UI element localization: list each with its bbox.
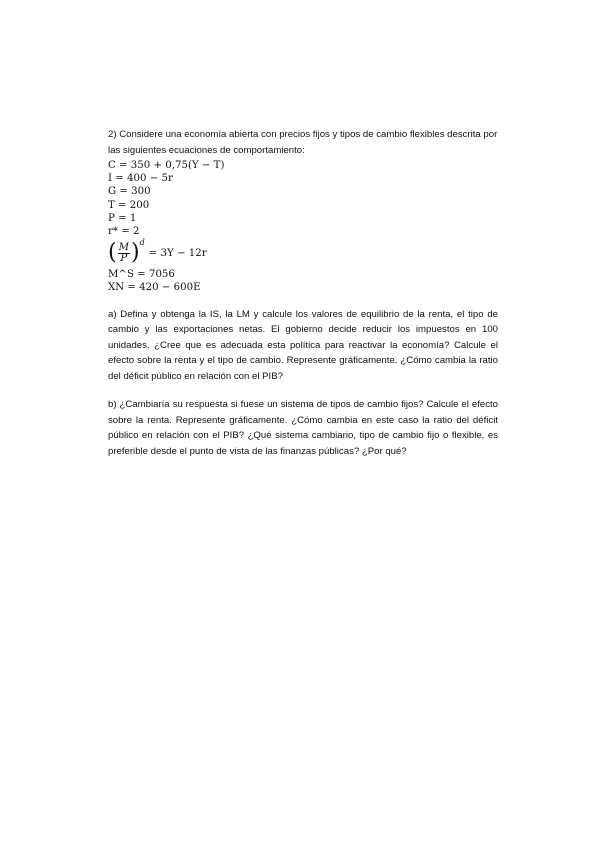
intro-text: 2) Considere una economía abierta con precios fijos y tipos de cambio flexibles descrita por las siguientes ecuaciones de comportamiento: <box>108 129 498 156</box>
question-intro <box>108 127 498 158</box>
equation-net-exports: XN = 420 − 600E <box>108 282 201 294</box>
equations-list <box>108 159 498 295</box>
equation-government: G = 300 <box>108 186 151 198</box>
equation-consumption: C = 350 + 0,75(Y − T) <box>108 160 225 171</box>
equation-money-supply: M^S = 7056 <box>108 269 175 281</box>
equation-investment: I = 400 − 5r <box>108 173 173 185</box>
equation-foreign-rate: r* = 2 <box>108 225 140 237</box>
part-a-text: a) Defina y obtenga la IS, la LM y calcule los valores de equilibrio de la renta, el tipo de cambio y las exportaciones netas. El gobierno decide reducir los impuestos en 100 unidades. ¿Cree que es adecuada esta política para reactivar la economía? Calcule el efecto sobre la renta y el tipo de cambio. Represente gráficamente. ¿Cómo cambia la ratio del déficit público en relación con el PIB? <box>108 308 498 382</box>
equation-taxes: T = 200 <box>108 199 150 211</box>
equation-money-demand <box>108 238 498 268</box>
money-demand-rhs: = 3Y − 12r <box>148 247 207 259</box>
question-block <box>108 127 498 459</box>
equation-price: P = 1 <box>108 212 137 224</box>
part-b-text: b) ¿Cambiaría su respuesta si fuese un sistema de tipos de cambio fijos? Calcule el efecto sobre la renta. Represente gráficamente. ¿Cómo cambia en este caso la ratio del déficit público en relación con el PIB? ¿Qué sistema cambiario, tipo de cambio fijo o flexible, es preferible desde el punto de vista de las finanzas públicas? ¿Por qué? <box>108 399 498 457</box>
money-demand-lhs: ( $\frac{M}{P}$ ) d <box>108 237 145 266</box>
